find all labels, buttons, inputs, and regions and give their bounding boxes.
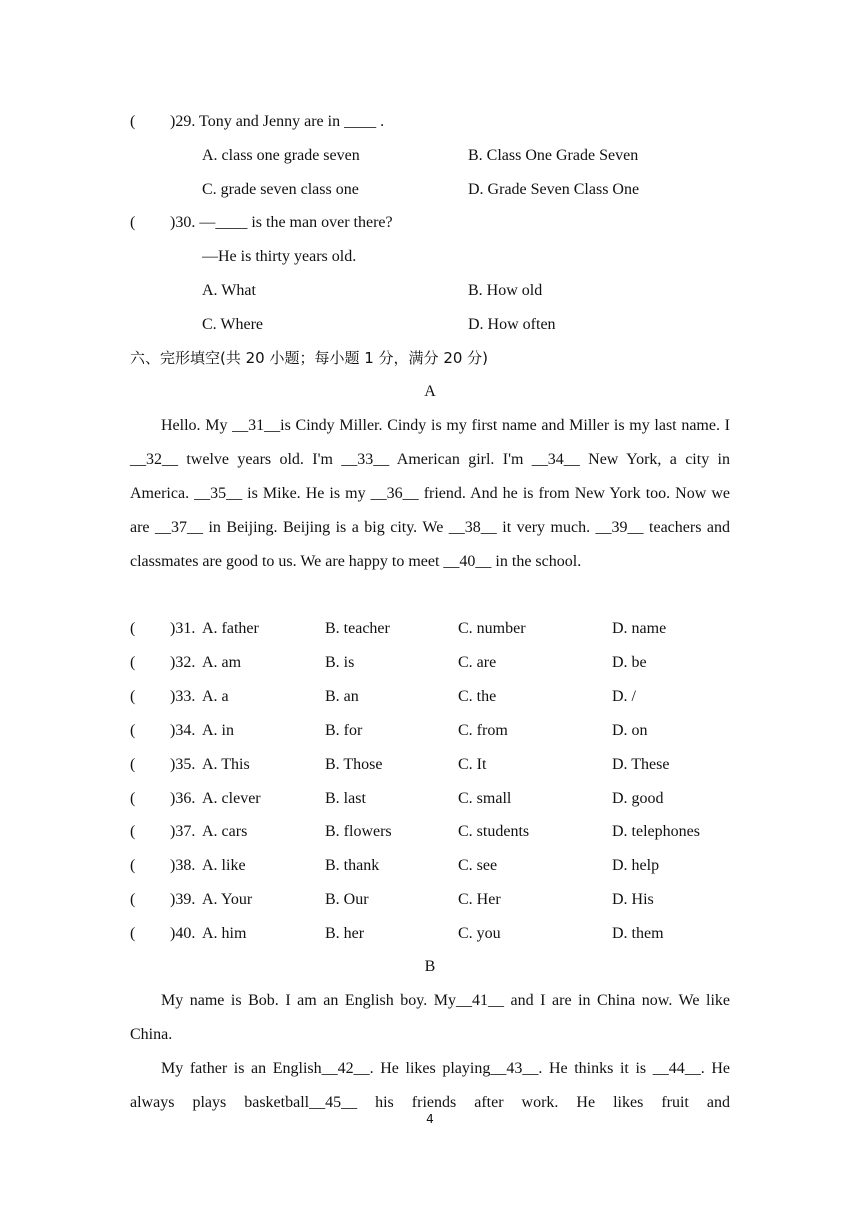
q29-option-c: C. grade seven class one bbox=[202, 181, 359, 198]
option-c: C. are bbox=[458, 654, 497, 671]
page-number: 4 bbox=[426, 1112, 434, 1126]
q30-answer-line: —He is thirty years old. bbox=[202, 248, 357, 265]
answer-paren: ( bbox=[130, 857, 136, 874]
answer-paren: ( bbox=[130, 214, 136, 231]
answer-paren: ( bbox=[130, 654, 136, 671]
question-number: )31. bbox=[170, 620, 196, 637]
question-row-32 bbox=[130, 646, 730, 680]
option-c: C. students bbox=[458, 823, 530, 840]
option-b: B. is bbox=[325, 654, 355, 671]
option-b: B. teacher bbox=[325, 620, 390, 637]
option-c: C. number bbox=[458, 620, 526, 637]
question-number: )32. bbox=[170, 654, 196, 671]
answer-paren: ( bbox=[130, 620, 136, 637]
question-number: )39. bbox=[170, 891, 196, 908]
question-row-35 bbox=[130, 748, 730, 782]
question-stem: )30. —____ is the man over there? bbox=[170, 214, 393, 231]
option-d: D. These bbox=[612, 756, 670, 773]
option-a: A. This bbox=[202, 756, 250, 773]
answer-paren: ( bbox=[130, 823, 136, 840]
answer-paren: ( bbox=[130, 925, 136, 942]
option-d: D. good bbox=[612, 790, 664, 807]
option-d: D. name bbox=[612, 620, 667, 637]
part-a-passage: Hello. My __31__is Cindy Miller. Cindy is my first name and Miller is my last name. I __32__ twelve years old. I'm __33__ American girl. I'm __34__ New York, a city in America. __35__ is Mike. He is my __36__ friend. And he is from New York too. Now we are __37__ in Beijing. Beijing is a big city. We __38__ it very much. __39__ teachers and classmates are good to us. We are happy to meet __40__ in the school. bbox=[130, 417, 730, 570]
q29-option-b: B. Class One Grade Seven bbox=[468, 147, 639, 164]
answer-paren: ( bbox=[130, 790, 136, 807]
option-a: A. in bbox=[202, 722, 234, 739]
option-c: C. small bbox=[458, 790, 512, 807]
option-a: A. like bbox=[202, 857, 246, 874]
answer-paren: ( bbox=[130, 756, 136, 773]
question-row-36 bbox=[130, 782, 730, 816]
q30-option-b: B. How old bbox=[468, 282, 543, 299]
option-b: B. flowers bbox=[325, 823, 392, 840]
question-row-33 bbox=[130, 680, 730, 714]
option-d: D. on bbox=[612, 722, 648, 739]
option-b: B. Our bbox=[325, 891, 369, 908]
option-a: A. clever bbox=[202, 790, 261, 807]
option-c: C. Her bbox=[458, 891, 501, 908]
option-c: C. see bbox=[458, 857, 498, 874]
option-b: B. Those bbox=[325, 756, 383, 773]
option-a: A. him bbox=[202, 925, 247, 942]
question-number: )36. bbox=[170, 790, 196, 807]
option-a: A. Your bbox=[202, 891, 253, 908]
option-c: C. It bbox=[458, 756, 487, 773]
question-number: )37. bbox=[170, 823, 196, 840]
option-d: D. them bbox=[612, 925, 664, 942]
option-a: A. father bbox=[202, 620, 259, 637]
option-d: D. help bbox=[612, 857, 660, 874]
question-number: )34. bbox=[170, 722, 196, 739]
option-b: B. last bbox=[325, 790, 366, 807]
answer-paren: ( bbox=[130, 113, 136, 130]
option-a: A. am bbox=[202, 654, 242, 671]
part-b-paragraph-2: My father is an English__42__. He likes playing__43__. He thinks it is __44__. He always plays basketball__45__ his friends after work. He likes fruit and bbox=[130, 1060, 730, 1111]
part-b-paragraph-1: My name is Bob. I am an English boy. My__41__ and I are in China now. We like China. bbox=[130, 992, 730, 1043]
question-number: )35. bbox=[170, 756, 196, 773]
option-b: B. an bbox=[325, 688, 359, 705]
option-b: B. for bbox=[325, 722, 363, 739]
question-row-40 bbox=[130, 917, 730, 951]
option-a: A. cars bbox=[202, 823, 248, 840]
question-stem: )29. Tony and Jenny are in ____ . bbox=[170, 113, 385, 130]
question-row-31 bbox=[130, 612, 730, 646]
question-number: )40. bbox=[170, 925, 196, 942]
q30-option-a: A. What bbox=[202, 282, 256, 299]
section-title: 六、完形填空(共 20 小题；每小题 1 分，满分 20 分) bbox=[130, 349, 489, 367]
question-row-37 bbox=[130, 815, 730, 849]
question-row-38 bbox=[130, 849, 730, 883]
q29-option-d: D. Grade Seven Class One bbox=[468, 181, 640, 198]
question-row-34 bbox=[130, 714, 730, 748]
question-row-39 bbox=[130, 883, 730, 917]
option-b: B. thank bbox=[325, 857, 380, 874]
q30-option-c: C. Where bbox=[202, 316, 264, 333]
option-c: C. you bbox=[458, 925, 501, 942]
answer-paren: ( bbox=[130, 891, 136, 908]
part-a-label: A bbox=[424, 383, 436, 400]
question-number: )38. bbox=[170, 857, 196, 874]
option-a: A. a bbox=[202, 688, 229, 705]
option-d: D. His bbox=[612, 891, 654, 908]
option-c: C. from bbox=[458, 722, 508, 739]
option-c: C. the bbox=[458, 688, 497, 705]
option-b: B. her bbox=[325, 925, 365, 942]
answer-paren: ( bbox=[130, 722, 136, 739]
q29-option-a: A. class one grade seven bbox=[202, 147, 360, 164]
part-b-label: B bbox=[424, 958, 436, 975]
question-number: )33. bbox=[170, 688, 196, 705]
q30-option-d: D. How often bbox=[468, 316, 556, 333]
answer-paren: ( bbox=[130, 688, 136, 705]
option-d: D. / bbox=[612, 688, 636, 705]
option-d: D. be bbox=[612, 654, 647, 671]
option-d: D. telephones bbox=[612, 823, 700, 840]
